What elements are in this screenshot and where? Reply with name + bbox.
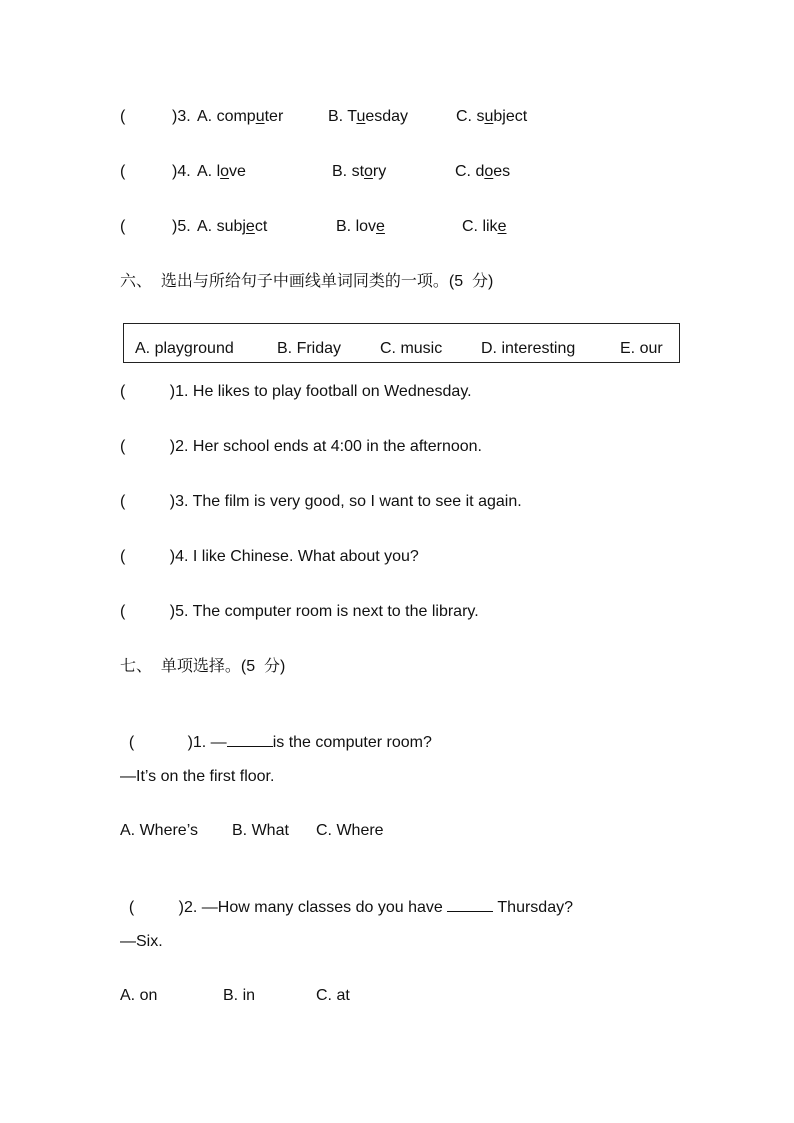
section-7-answer-1: —It’s on the first floor. [120,768,275,785]
question-number: )5. [172,218,191,235]
choice-option: B. What [232,822,289,839]
section-7-question-2 [120,877,573,918]
option-b: B. love [336,218,385,235]
question-prefix: ( )2. —How many classes do you have [128,899,448,916]
section-7-question-1 [120,712,432,753]
option-c: C. like [462,218,507,235]
section-6-question-5: ( )5. The computer room is next to the library. [120,603,479,620]
section-6-title: 六、 选出与所给句子中画线单词同类的一项。(5 分) [120,273,494,290]
option-c: C. does [455,163,511,180]
section-6-question-3: ( )3. The film is very good, so I want to see it again. [120,493,522,510]
word-bank-option: A. playground [135,340,234,357]
paren-open: ( [120,163,126,180]
question-suffix: is the computer room? [272,734,432,751]
word-bank-option: C. music [380,340,443,357]
option-b: B. story [332,163,387,180]
section-6-question-1: ( )1. He likes to play football on Wednesday. [120,383,472,400]
option-c: C. subject [456,108,528,125]
option-a: A. love [197,163,246,180]
answer-blank[interactable] [227,732,273,747]
option-b: B. Tuesday [328,108,409,125]
word-bank-option: D. interesting [481,340,576,357]
option-a: A. computer [197,108,284,125]
question-prefix: ( )1. — [128,734,227,751]
section-7-answer-2: —Six. [120,933,163,950]
choice-option: A. Where’s [120,822,198,839]
choice-option: A. on [120,987,158,1004]
question-number: )3. [172,108,191,125]
section-6-question-2: ( )2. Her school ends at 4:00 in the afternoon. [120,438,482,455]
paren-open: ( [120,108,126,125]
section-7-title: 七、 单项选择。(5 分) [120,658,286,675]
word-bank-option: E. our [620,340,663,357]
choice-option: C. at [316,987,350,1004]
word-bank-option: B. Friday [277,340,342,357]
word-bank-box [123,323,680,363]
answer-blank[interactable] [447,897,493,912]
question-number: )4. [172,163,191,180]
choice-option: B. in [223,987,256,1004]
section-6-question-4: ( )4. I like Chinese. What about you? [120,548,419,565]
option-a: A. subject [197,218,268,235]
paren-open: ( [120,218,126,235]
question-suffix: Thursday? [493,899,573,916]
choice-option: C. Where [316,822,384,839]
